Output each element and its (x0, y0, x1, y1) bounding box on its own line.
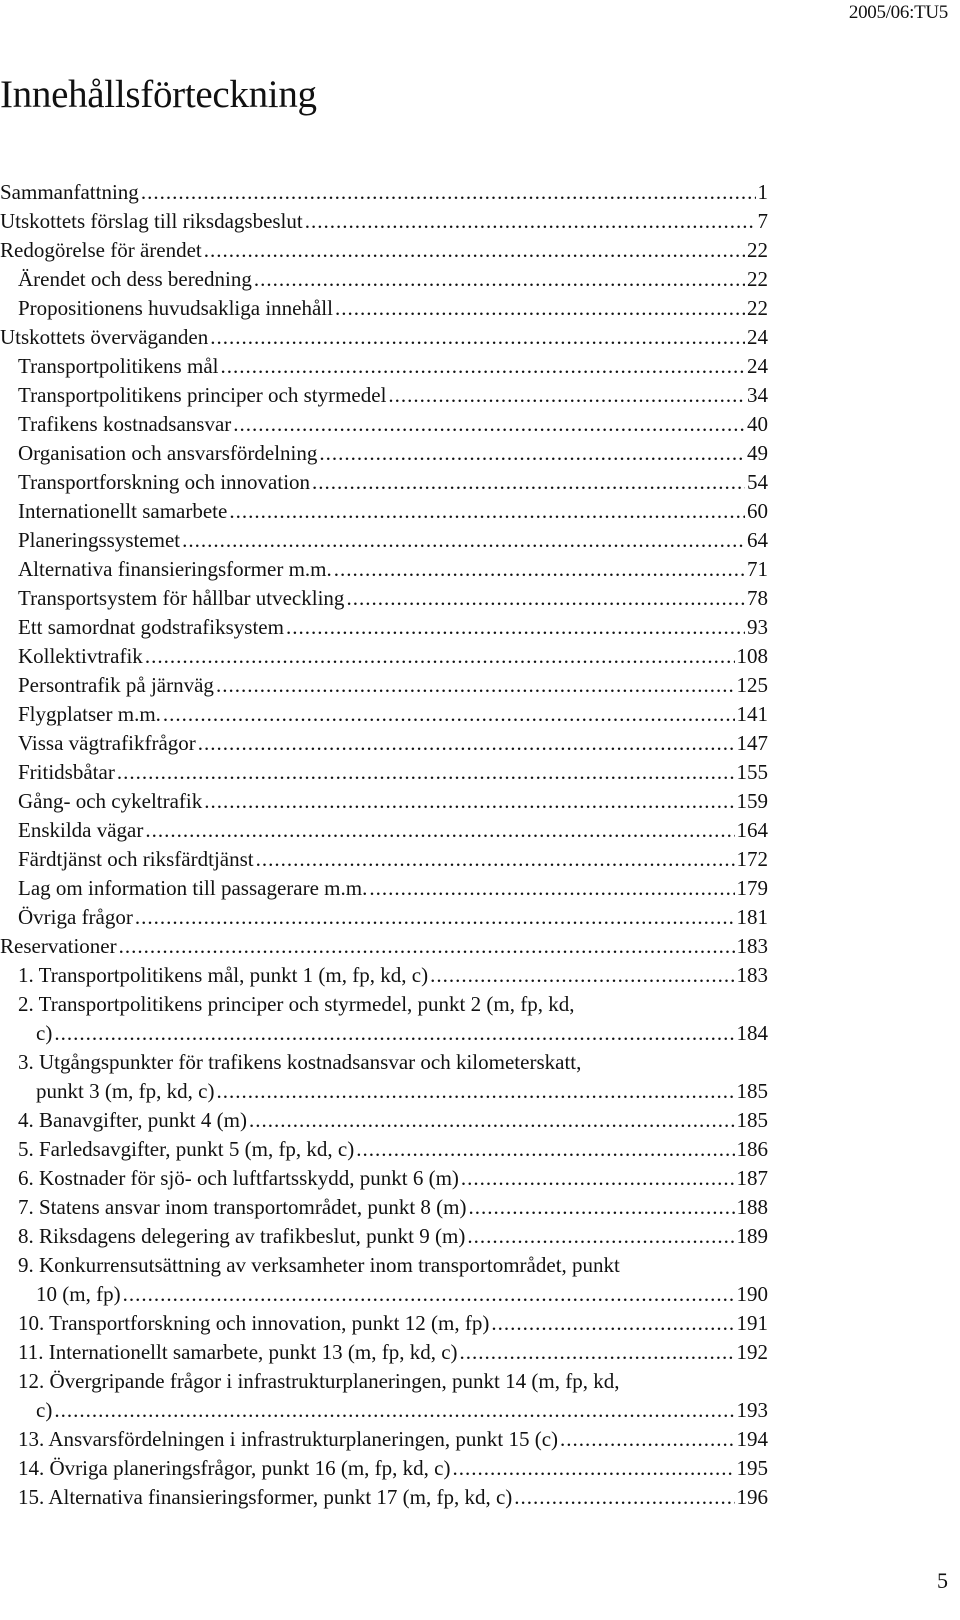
toc-entry[interactable] (0, 903, 768, 932)
toc-entry[interactable] (0, 468, 768, 497)
toc-entry-page: 147 (736, 731, 768, 755)
toc-entry-page: 24 (747, 354, 768, 378)
dot-leader (117, 758, 735, 787)
toc-entry-title: Vissa vägtrafikfrågor (18, 731, 196, 755)
dot-leader (249, 1106, 735, 1135)
dot-leader (469, 1193, 735, 1222)
dot-leader (119, 932, 735, 961)
dot-leader (233, 410, 745, 439)
dot-leader (182, 526, 745, 555)
toc-entry-title: punkt 3 (m, fp, kd, c) (36, 1079, 215, 1103)
toc-entry-page: 1 (757, 180, 768, 204)
toc-entry[interactable] (0, 1135, 768, 1164)
toc-entry[interactable] (0, 613, 768, 642)
toc-entry-page: 190 (736, 1282, 768, 1306)
toc-entry-page: 22 (747, 267, 768, 291)
toc-entry-title: Transportforskning och innovation (18, 470, 311, 494)
toc-entry[interactable] (0, 1222, 768, 1251)
toc-entry-page: 187 (736, 1166, 768, 1190)
toc-entry-page: 22 (747, 238, 768, 262)
toc-entry-title: Färdtjänst och riksfärdtjänst (18, 847, 254, 871)
toc-entry[interactable] (0, 323, 768, 352)
toc-entry-page: 189 (736, 1224, 768, 1248)
dot-leader (123, 1280, 735, 1309)
toc-entry-title-line: 2. Transportpolitikens principer och styrmedel, punkt 2 (m, fp, kd, (18, 992, 575, 1016)
toc-entry[interactable] (0, 671, 768, 700)
toc-entry-page: 125 (736, 673, 768, 697)
toc-entry[interactable] (0, 526, 768, 555)
table-of-contents (0, 178, 768, 1512)
toc-entry[interactable] (0, 961, 768, 990)
toc-entry-page: 54 (747, 470, 768, 494)
dot-leader (319, 439, 745, 468)
toc-entry[interactable] (0, 787, 768, 816)
dot-leader (430, 961, 734, 990)
toc-entry[interactable] (0, 932, 768, 961)
toc-entry-title: 11. Internationellt samarbete, punkt 13 (m, fp, kd, c) (18, 1340, 458, 1364)
toc-entry[interactable] (0, 845, 768, 874)
dot-leader (346, 584, 745, 613)
toc-entry[interactable] (0, 874, 768, 903)
toc-entry-page: 34 (747, 383, 768, 407)
toc-entry[interactable] (0, 1193, 768, 1222)
toc-entry-title: Utskottets överväganden (0, 325, 209, 349)
toc-entry[interactable] (0, 584, 768, 613)
toc-entry-page: 24 (747, 325, 768, 349)
toc-entry-title: Ett samordnat godstrafiksystem (18, 615, 284, 639)
toc-entry[interactable] (0, 642, 768, 671)
toc-entry-title: Gång- och cykeltrafik (18, 789, 203, 813)
toc-entry-title: 10 (m, fp) (36, 1282, 121, 1306)
toc-entry[interactable] (0, 700, 768, 729)
toc-entry-title: 1. Transportpolitikens mål, punkt 1 (m, fp, kd, c) (18, 963, 429, 987)
dot-leader (210, 323, 745, 352)
toc-entry[interactable] (0, 207, 768, 236)
toc-entry-page: 191 (736, 1311, 768, 1335)
toc-entry-title-line: 12. Övergripande frågor i infrastrukturplaneringen, punkt 14 (m, fp, kd, (18, 1369, 620, 1393)
toc-entry-title: Ärendet och dess beredning (18, 267, 252, 291)
toc-entry-page: 64 (747, 528, 768, 552)
toc-entry-title-line: 3. Utgångspunkter för trafikens kostnadsansvar och kilometerskatt, (18, 1050, 582, 1074)
toc-entry-title: 4. Banavgifter, punkt 4 (m) (18, 1108, 247, 1132)
dot-leader (198, 729, 735, 758)
toc-entry[interactable] (0, 294, 768, 323)
toc-entry[interactable] (0, 1367, 768, 1425)
dot-leader (220, 352, 745, 381)
toc-entry-page: 183 (736, 963, 768, 987)
dot-leader (141, 178, 756, 207)
dot-leader (312, 468, 745, 497)
dot-leader (514, 1483, 734, 1512)
toc-entry-page: 181 (736, 905, 768, 929)
page-title: Innehållsförteckning (0, 73, 317, 116)
dot-leader (467, 1222, 734, 1251)
toc-entry[interactable] (0, 555, 768, 584)
toc-entry[interactable] (0, 497, 768, 526)
toc-entry[interactable] (0, 1048, 768, 1106)
toc-entry[interactable] (0, 236, 768, 265)
document-id: 2005/06:TU5 (848, 2, 948, 23)
toc-entry-page: 179 (736, 876, 768, 900)
dot-leader (54, 1019, 734, 1048)
toc-entry[interactable] (0, 178, 768, 207)
toc-entry-title: Fritidsbåtar (18, 760, 115, 784)
toc-entry-page: 93 (747, 615, 768, 639)
toc-entry-title: Transportpolitikens mål (18, 354, 219, 378)
toc-entry-title: Flygplatser m.m. (18, 702, 161, 726)
toc-entry-title: Reservationer (0, 934, 117, 958)
toc-entry-page: 22 (747, 296, 768, 320)
toc-entry[interactable] (0, 410, 768, 439)
dot-leader (460, 1338, 735, 1367)
toc-entry-page: 186 (736, 1137, 768, 1161)
toc-entry[interactable] (0, 439, 768, 468)
toc-entry-page: 192 (736, 1340, 768, 1364)
dot-leader (254, 265, 745, 294)
toc-entry-title: Redogörelse för ärendet (0, 238, 202, 262)
toc-entry-page: 159 (736, 789, 768, 813)
dot-leader (135, 903, 735, 932)
dot-leader (461, 1164, 735, 1193)
toc-entry-title: Utskottets förslag till riksdagsbeslut (0, 209, 303, 233)
dot-leader (204, 787, 734, 816)
toc-entry-page: 193 (736, 1398, 768, 1422)
toc-entry[interactable] (0, 1454, 768, 1483)
dot-leader (491, 1309, 734, 1338)
toc-entry-title: Organisation och ansvarsfördelning (18, 441, 318, 465)
dot-leader (305, 207, 756, 236)
dot-leader (216, 671, 735, 700)
dot-leader (216, 1077, 734, 1106)
toc-entry-page: 185 (736, 1079, 768, 1103)
toc-entry-title: Sammanfattning (0, 180, 139, 204)
toc-entry-page: 108 (736, 644, 768, 668)
toc-entry-page: 49 (747, 441, 768, 465)
toc-entry-title: 15. Alternativa finansieringsformer, punkt 17 (m, fp, kd, c) (18, 1485, 513, 1509)
dot-leader (335, 294, 745, 323)
dot-leader (334, 555, 745, 584)
dot-leader (286, 613, 745, 642)
toc-entry-title: Alternativa finansieringsformer m.m. (18, 557, 332, 581)
toc-entry-title: c) (36, 1021, 53, 1045)
toc-entry-page: 195 (736, 1456, 768, 1480)
toc-entry-title: 13. Ansvarsfördelningen i infrastrukturplaneringen, punkt 15 (c) (18, 1427, 559, 1451)
toc-entry-title: 6. Kostnader för sjö- och luftfartsskydd, punkt 6 (m) (18, 1166, 459, 1190)
toc-entry-title: 5. Farledsavgifter, punkt 5 (m, fp, kd, c) (18, 1137, 355, 1161)
toc-entry[interactable] (0, 816, 768, 845)
toc-entry-page: 196 (736, 1485, 768, 1509)
toc-entry-title: c) (36, 1398, 53, 1422)
dot-leader (452, 1454, 734, 1483)
page-number: 5 (937, 1568, 948, 1593)
toc-entry-page: 164 (736, 818, 768, 842)
toc-entry[interactable] (0, 1309, 768, 1338)
toc-entry-page: 188 (736, 1195, 768, 1219)
toc-entry-title: Övriga frågor (18, 905, 133, 929)
toc-entry-title: Persontrafik på järnväg (18, 673, 214, 697)
toc-entry-title: 14. Övriga planeringsfrågor, punkt 16 (m, fp, kd, c) (18, 1456, 451, 1480)
dot-leader (145, 642, 735, 671)
toc-entry-title: Transportsystem för hållbar utveckling (18, 586, 345, 610)
toc-entry-title: Trafikens kostnadsansvar (18, 412, 232, 436)
toc-entry-page: 71 (747, 557, 768, 581)
toc-entry-page: 185 (736, 1108, 768, 1132)
dot-leader (560, 1425, 734, 1454)
toc-entry-title: Propositionens huvudsakliga innehåll (18, 296, 333, 320)
toc-entry[interactable] (0, 1338, 768, 1367)
toc-entry-page: 194 (736, 1427, 768, 1451)
toc-entry[interactable] (0, 1425, 768, 1454)
toc-entry[interactable] (0, 1483, 768, 1512)
toc-entry[interactable] (0, 1106, 768, 1135)
toc-entry-page: 172 (736, 847, 768, 871)
toc-entry-page: 155 (736, 760, 768, 784)
dot-leader (229, 497, 745, 526)
toc-entry[interactable] (0, 990, 768, 1048)
toc-entry-title: Internationellt samarbete (18, 499, 228, 523)
toc-entry-title: Enskilda vägar (18, 818, 144, 842)
toc-entry-page: 60 (747, 499, 768, 523)
toc-entry[interactable] (0, 758, 768, 787)
toc-entry[interactable] (0, 1251, 768, 1309)
dot-leader (163, 700, 735, 729)
toc-entry-page: 141 (736, 702, 768, 726)
toc-entry-title: Planeringssystemet (18, 528, 181, 552)
dot-leader (256, 845, 735, 874)
toc-entry-title: Lag om information till passagerare m.m. (18, 876, 368, 900)
toc-entry-page: 7 (757, 209, 768, 233)
toc-entry-title: Kollektivtrafik (18, 644, 143, 668)
toc-entry-title: 7. Statens ansvar inom transportområdet, punkt 8 (m) (18, 1195, 467, 1219)
toc-entry-title: 10. Transportforskning och innovation, punkt 12 (m, fp) (18, 1311, 490, 1335)
toc-entry[interactable] (0, 381, 768, 410)
dot-leader (388, 381, 745, 410)
toc-entry-page: 78 (747, 586, 768, 610)
dot-leader (369, 874, 734, 903)
dot-leader (356, 1135, 734, 1164)
dot-leader (54, 1396, 734, 1425)
dot-leader (204, 236, 745, 265)
toc-entry-page: 184 (736, 1021, 768, 1045)
toc-entry[interactable] (0, 352, 768, 381)
toc-entry[interactable] (0, 729, 768, 758)
toc-entry-page: 183 (736, 934, 768, 958)
toc-entry-title: 8. Riksdagens delegering av trafikbeslut, punkt 9 (m) (18, 1224, 466, 1248)
toc-entry-title: Transportpolitikens principer och styrmedel (18, 383, 387, 407)
toc-entry-title-line: 9. Konkurrensutsättning av verksamheter inom transportområdet, punkt (18, 1253, 620, 1277)
toc-entry[interactable] (0, 265, 768, 294)
toc-entry[interactable] (0, 1164, 768, 1193)
dot-leader (145, 816, 734, 845)
toc-entry-page: 40 (747, 412, 768, 436)
